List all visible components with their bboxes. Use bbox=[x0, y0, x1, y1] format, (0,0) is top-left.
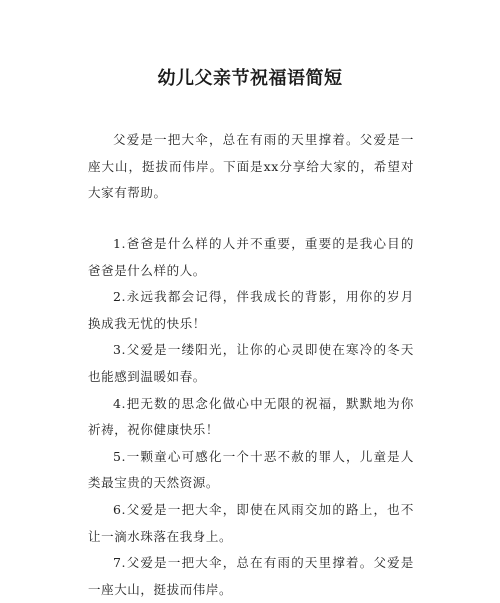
list-item: 7.父爱是一把大伞，总在有雨的天里撑着。父爱是一座大山，挺拔而伟岸。 bbox=[88, 555, 414, 597]
list-item: 1.爸爸是什么样的人并不重要，重要的是我心目的爸爸是什么样的人。 bbox=[88, 236, 414, 278]
blessing-list bbox=[88, 231, 414, 603]
list-item: 5.一颗童心可感化一个十恶不赦的罪人，儿童是人类最宝贵的天然资源。 bbox=[88, 448, 414, 491]
document-title: 幼儿父亲节祝福语简短 bbox=[157, 68, 343, 89]
intro-block bbox=[88, 127, 414, 207]
list-item: 4.把无数的思念化做心中无限的祝福，默默地为你祈祷，祝你健康快乐！ bbox=[88, 395, 414, 438]
list-item: 2.永远我都会记得，伴我成长的背影，用你的岁月换成我无忧的快乐！ bbox=[88, 289, 414, 331]
intro-paragraph: 父爱是一把大伞，总在有雨的天里撑着。父爱是一座大山，挺拔而伟岸。下面是xx分享给大家的，希望对大家有帮助。 bbox=[88, 132, 414, 201]
list-item: 3.父爱是一缕阳光，让你的心灵即使在寒冷的冬天也能感到温暖如春。 bbox=[88, 342, 414, 384]
list-item: 6.父爱是一把大伞，即使在风雨交加的路上，也不让一滴水珠落在我身上。 bbox=[88, 501, 414, 544]
